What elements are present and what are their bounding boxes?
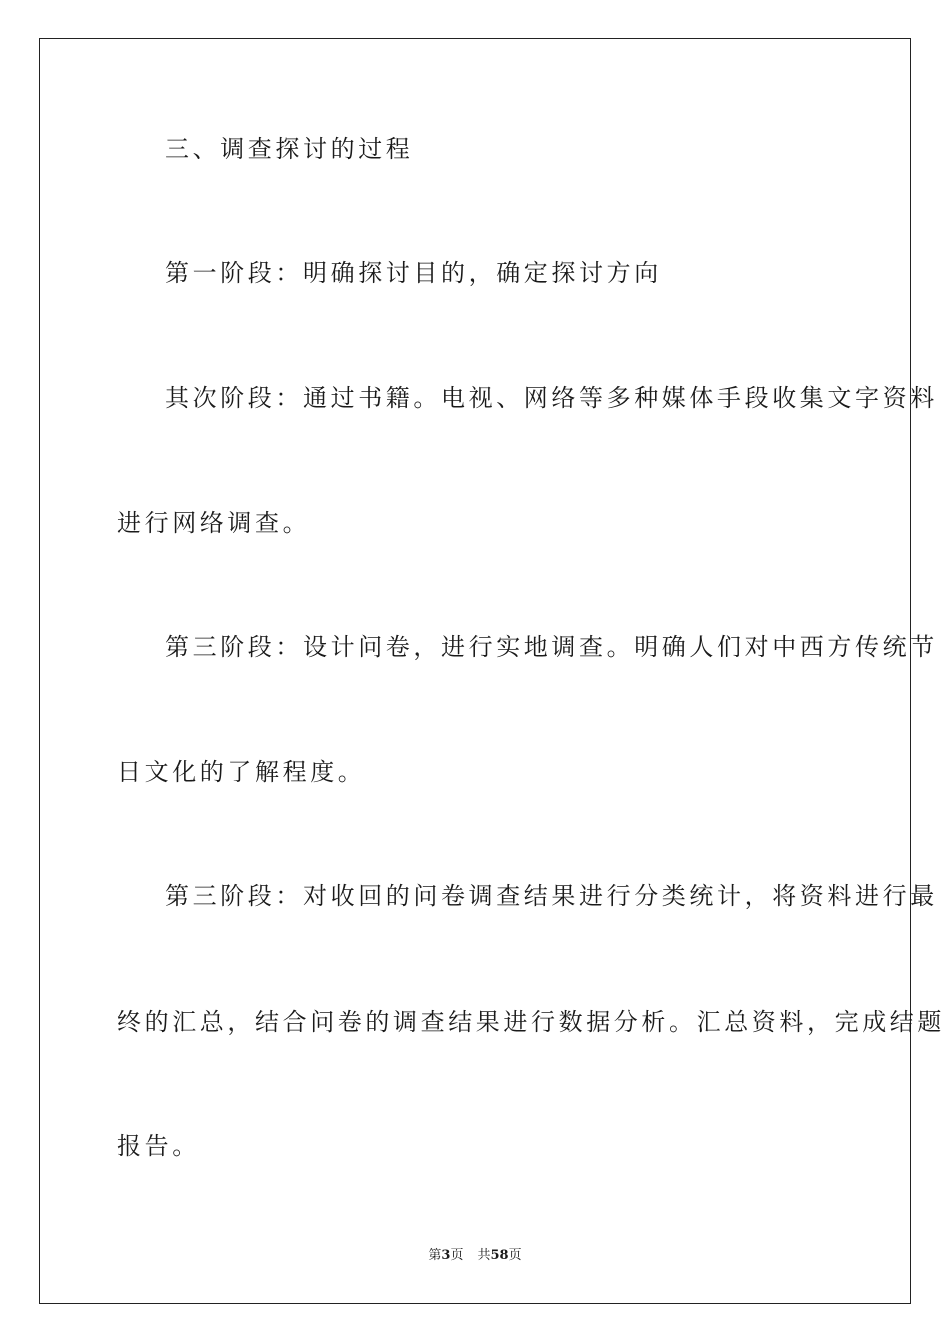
page-footer (0, 1248, 950, 1264)
paragraph-stage-two-line-2: 进行网络调查。 (117, 509, 311, 537)
footer-total-pages: 58 (490, 1248, 509, 1263)
paragraph-stage-four-line-3: 报告。 (117, 1132, 200, 1160)
section-heading: 三、调查探讨的过程 (165, 135, 414, 163)
footer-total-prefix: 共 (477, 1248, 491, 1263)
paragraph-stage-four-line-1: 第三阶段：对收回的问卷调查结果进行分类统计，将资料进行最 (165, 882, 938, 910)
footer-total-unit: 页 (508, 1248, 522, 1263)
footer-page-unit: 页 (450, 1248, 464, 1263)
paragraph-stage-three-line-1: 第三阶段：设计问卷，进行实地调查。明确人们对中西方传统节 (165, 633, 938, 661)
footer-page-number: 3 (441, 1248, 451, 1263)
paragraph-stage-four-line-2: 终的汇总，结合问卷的调查结果进行数据分析。汇总资料，完成结题 (117, 1008, 945, 1036)
paragraph-stage-three-line-2: 日文化的了解程度。 (117, 758, 366, 786)
paragraph-stage-two-line-1: 其次阶段：通过书籍。电视、网络等多种媒体手段收集文字资料 (165, 384, 938, 412)
footer-page-prefix: 第 (428, 1248, 442, 1263)
paragraph-stage-one: 第一阶段：明确探讨目的，确定探讨方向 (165, 259, 662, 287)
page-frame (39, 38, 945, 1304)
